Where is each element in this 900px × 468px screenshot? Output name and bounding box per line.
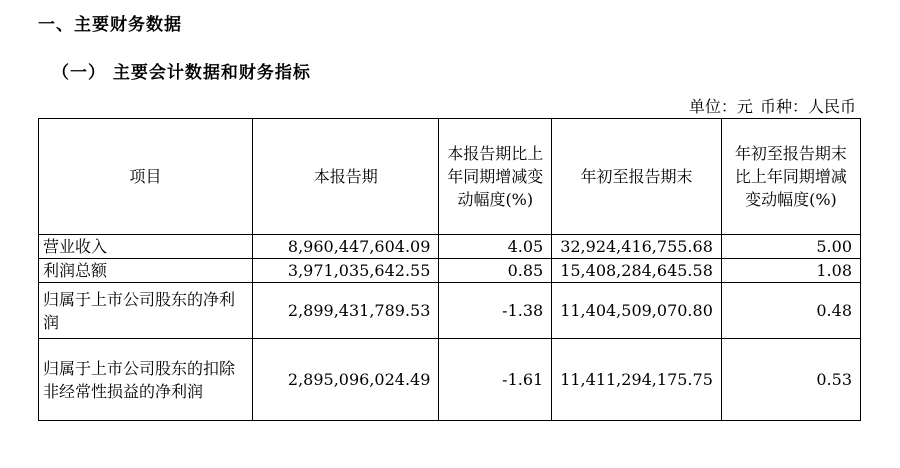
table-row xyxy=(39,339,861,421)
row-current-change: -1.61 xyxy=(439,339,552,421)
subsection-heading: （一） 主要会计数据和财务指标 xyxy=(52,63,311,83)
financial-data-table xyxy=(38,118,861,421)
unit-currency-line: 单位：元 币种：人民币 xyxy=(688,97,856,116)
header-ytd: 年初至报告期末 xyxy=(552,119,722,235)
header-item: 项目 xyxy=(39,119,253,235)
row-current-change: 4.05 xyxy=(439,235,552,259)
row-current-change: 0.85 xyxy=(439,259,552,283)
row-ytd-value: 11,404,509,070.80 xyxy=(552,283,722,339)
row-ytd-value: 15,408,284,645.58 xyxy=(552,259,722,283)
row-current-value: 8,960,447,604.09 xyxy=(253,235,439,259)
header-ytd-change-label: 年初至报告期末比上年同期增减变动幅度(%) xyxy=(734,144,847,209)
row-item-label: 利润总额 xyxy=(39,259,253,283)
table-row xyxy=(39,235,861,259)
header-current-period: 本报告期 xyxy=(253,119,439,235)
row-ytd-value: 32,924,416,755.68 xyxy=(552,235,722,259)
table-row xyxy=(39,283,861,339)
row-ytd-change: 0.53 xyxy=(721,339,860,421)
row-current-value: 2,899,431,789.53 xyxy=(253,283,439,339)
table-row xyxy=(39,259,861,283)
row-current-change: -1.38 xyxy=(439,283,552,339)
row-item-label: 归属于上市公司股东的净利润 xyxy=(39,283,253,339)
header-current-change-label: 本报告期比上年同期增减变动幅度(%) xyxy=(447,144,544,209)
section-heading: 一、主要财务数据 xyxy=(38,15,182,35)
table-header-row xyxy=(39,119,861,235)
header-current-change xyxy=(439,119,552,235)
row-current-value: 3,971,035,642.55 xyxy=(253,259,439,283)
header-ytd-change xyxy=(721,119,860,235)
row-item-label: 归属于上市公司股东的扣除非经常性损益的净利润 xyxy=(39,339,253,421)
row-item-label: 营业收入 xyxy=(39,235,253,259)
row-ytd-value: 11,411,294,175.75 xyxy=(552,339,722,421)
row-ytd-change: 5.00 xyxy=(721,235,860,259)
row-ytd-change: 1.08 xyxy=(721,259,860,283)
row-ytd-change: 0.48 xyxy=(721,283,860,339)
row-current-value: 2,895,096,024.49 xyxy=(253,339,439,421)
